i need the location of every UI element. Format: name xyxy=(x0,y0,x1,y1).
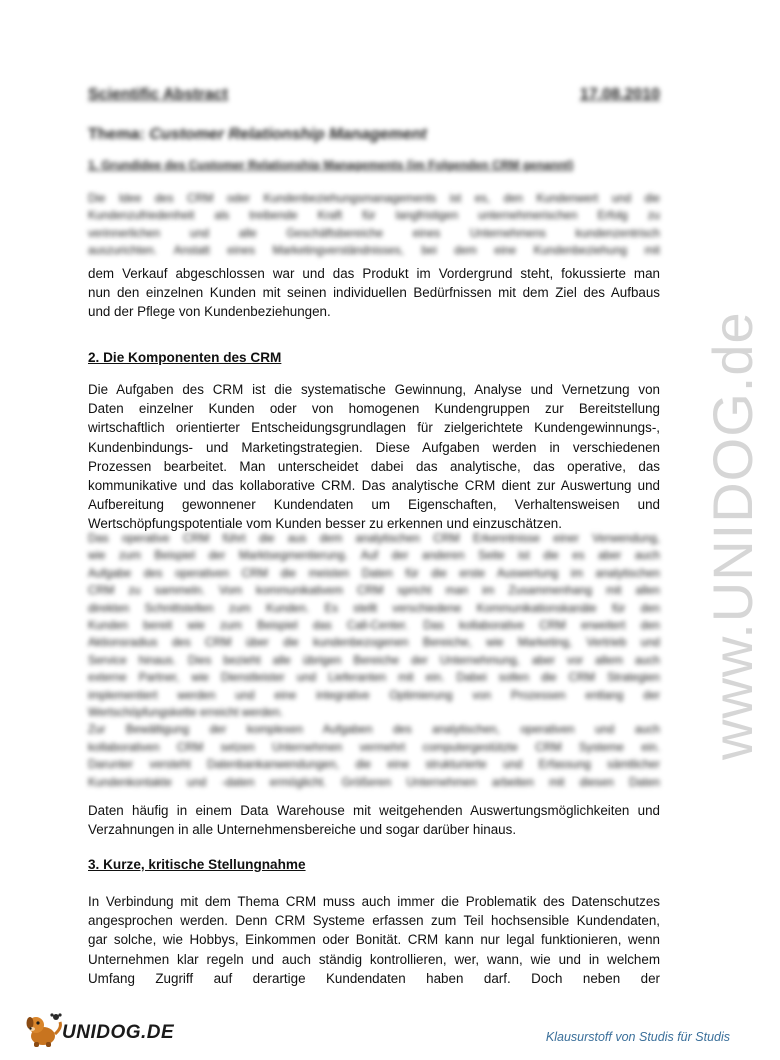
paragraph-line: Unternehmen klar regeln und auch ständig kontrollieren, wer, wann, wie und in welchem xyxy=(88,951,660,967)
paragraph-line: Das operative CRM führt die aus dem analytischen CRM Erkenntnisse einer Verwendung, xyxy=(88,532,660,545)
paragraph-line: Wertschöpfungspotentiale vom Kunden besser zu erkennen und einzuschätzen. xyxy=(88,516,562,532)
paragraph-line: Prozessen bearbeitet. Man unterscheidet dabei das analytische, das operative, das xyxy=(88,458,660,474)
section2-heading: 2. Die Komponenten des CRM xyxy=(88,350,282,365)
paragraph-line: wie zum Beispiel der Marktsegmentierung. Auf der anderen Seite ist die es aber auch xyxy=(88,549,660,563)
paragraph-line: kommunikative und das kollaborative CRM. Das analytische CRM dient zur Auswertung und xyxy=(88,478,660,494)
watermark-text: www.UNIDOG.de xyxy=(701,311,764,760)
paragraph-line: direkten Schnittstellen zum Kunden. Es stellt verschiedene Kommunikationskanäle für den xyxy=(88,601,660,615)
topic-title: Customer Relationship Management xyxy=(149,126,427,143)
paragraph-line: Kundenkontakte und -daten ermöglicht. Größeren Unternehmen arbeiten mit diesen Daten xyxy=(88,775,660,789)
paragraph-line: implementiert werden und eine integrative Optimierung von Prozessen entlang der xyxy=(88,688,660,702)
footer-tagline: Klausurstoff von Studis für Studis xyxy=(545,1030,730,1044)
logo-text: UNIDOG.DE xyxy=(62,1022,175,1043)
paragraph-line: Umfang Zugriff auf derartige Kundendaten haben darf. Doch neben der xyxy=(88,970,660,986)
paragraph-line: Aufbereitung gewonnener Kundendaten um Eigenschaften, Verhaltensweisen und xyxy=(88,497,660,513)
section3-paragraph xyxy=(88,892,660,988)
paragraph-line: verinnerlichen und alle Geschäftsbereiche eines Unternehmens kundenzentrisch xyxy=(88,226,660,240)
section2-paragraph xyxy=(88,380,660,534)
paragraph-line: angesprochen werden. Denn CRM Systeme erfassen zum Teil hochsensible Kundendaten, xyxy=(88,913,660,929)
paragraph-line: gar solche, wie Hobbys, Einkommen oder Bonität. CRM kann nur legal funktionieren, wenn xyxy=(88,932,660,948)
paragraph-line: Aktionsradius des CRM über die kundenbezogenen Bereiche, wie Marketing, Vertrieb und xyxy=(88,636,660,650)
document-date: 17.08.2010 xyxy=(579,86,660,103)
topic-label: Thema: xyxy=(88,126,145,143)
paragraph-line: externe Partner, wie Dienstleister und Lieferanten mit ein. Dabei sollen die CRM Strategien xyxy=(88,671,660,685)
paragraph-line: Aufgabe des operativen CRM die meisten Daten für die erste Auswertung im analytischen xyxy=(88,566,660,580)
document-title: Scientific Abstract xyxy=(88,86,228,103)
watermark xyxy=(650,290,780,790)
document-header xyxy=(88,86,660,112)
topic-line xyxy=(88,126,427,144)
paragraph-line: Verzahnungen in alle Unternehmensbereiche und sogar darüber hinaus. xyxy=(88,822,517,838)
dog-icon xyxy=(22,1012,64,1048)
paragraph-line: wirtschaftlich orientierter Entscheidungsgrundlagen für zielgerichtete Kundengewinnungs-, xyxy=(88,420,660,436)
paragraph-line: Wertschöpfungskette erreicht werden. xyxy=(88,706,284,720)
section1-heading: 1. Grundidee des Customer Relationship Managements (im Folgenden CRM genannt) xyxy=(88,158,574,172)
section2-tail-paragraph xyxy=(88,801,660,839)
paragraph-line: Darunter versteht Datenbankanwendungen, die eine strukturierte und Erfassung sämtlicher xyxy=(88,758,660,772)
paragraph-line: Daten häufig in einem Data Warehouse mit weitgehenden Auswertungsmöglichkeiten und xyxy=(88,803,660,818)
unidog-logo xyxy=(22,1012,175,1048)
paragraph-line: Service hinaus. Dies bezieht alle übrigen Bereiche der Unternehmung, aber vor allem auch xyxy=(88,653,660,667)
paragraph-line: Daten einzelner Kunden oder von homogenen Kundengruppen zur Bereitstellung xyxy=(88,401,660,417)
paragraph-line: In Verbindung mit dem Thema CRM muss auch immer die Problematik des Datenschutzes xyxy=(88,894,660,909)
paragraph-line: Kunden bereit wie zum Beispiel das Call-Center. Das kollaborative CRM erweitert den xyxy=(88,619,660,633)
paragraph-line: Kundenbindungs- und Marketingstrategien. Diese Aufgaben werden in verschiedenen xyxy=(88,439,660,455)
paragraph-line: kollaborativen CRM setzen Unternehmen vermehrt computergestützte CRM Systeme ein. xyxy=(88,740,660,754)
section2-blurred-paragraph xyxy=(88,530,660,791)
paragraph-line: CRM zu sammeln. Vom kommunikativem CRM spricht man im Zusammenhang mit allen xyxy=(88,584,660,598)
paragraph-line: Zur Bewältigung der komplexen Aufgaben des analytischen, operativen und auch xyxy=(88,723,660,737)
section1-paragraph xyxy=(88,264,660,322)
paragraph-line: Kundenzufriedenheit als treibende Kraft für langfristigen unternehmerischen Erfolg zu xyxy=(88,209,660,223)
paragraph-line: auszurichten. Anstatt eines Marketingverständnisses, bei dem eine Kundenbeziehung mit xyxy=(88,244,660,258)
paragraph-line: Die Idee des CRM oder Kundenbeziehungsmanagements ist es, den Kundenwert und die xyxy=(88,192,660,205)
paragraph-line: Die Aufgaben des CRM ist die systematische Gewinnung, Analyse und Vernetzung von xyxy=(88,382,660,397)
paragraph-line: dem Verkauf abgeschlossen war und das Produkt im Vordergrund steht, fokussierte man xyxy=(88,266,660,281)
section1-blurred-paragraph xyxy=(88,190,660,260)
paragraph-line: nun den einzelnen Kunden mit seinen individuellen Bedürfnissen mit dem Ziel des Aufbaus xyxy=(88,285,660,301)
section3-heading: 3. Kurze, kritische Stellungnahme xyxy=(88,857,306,872)
paragraph-line: und der Pflege von Kundenbeziehungen. xyxy=(88,304,331,320)
